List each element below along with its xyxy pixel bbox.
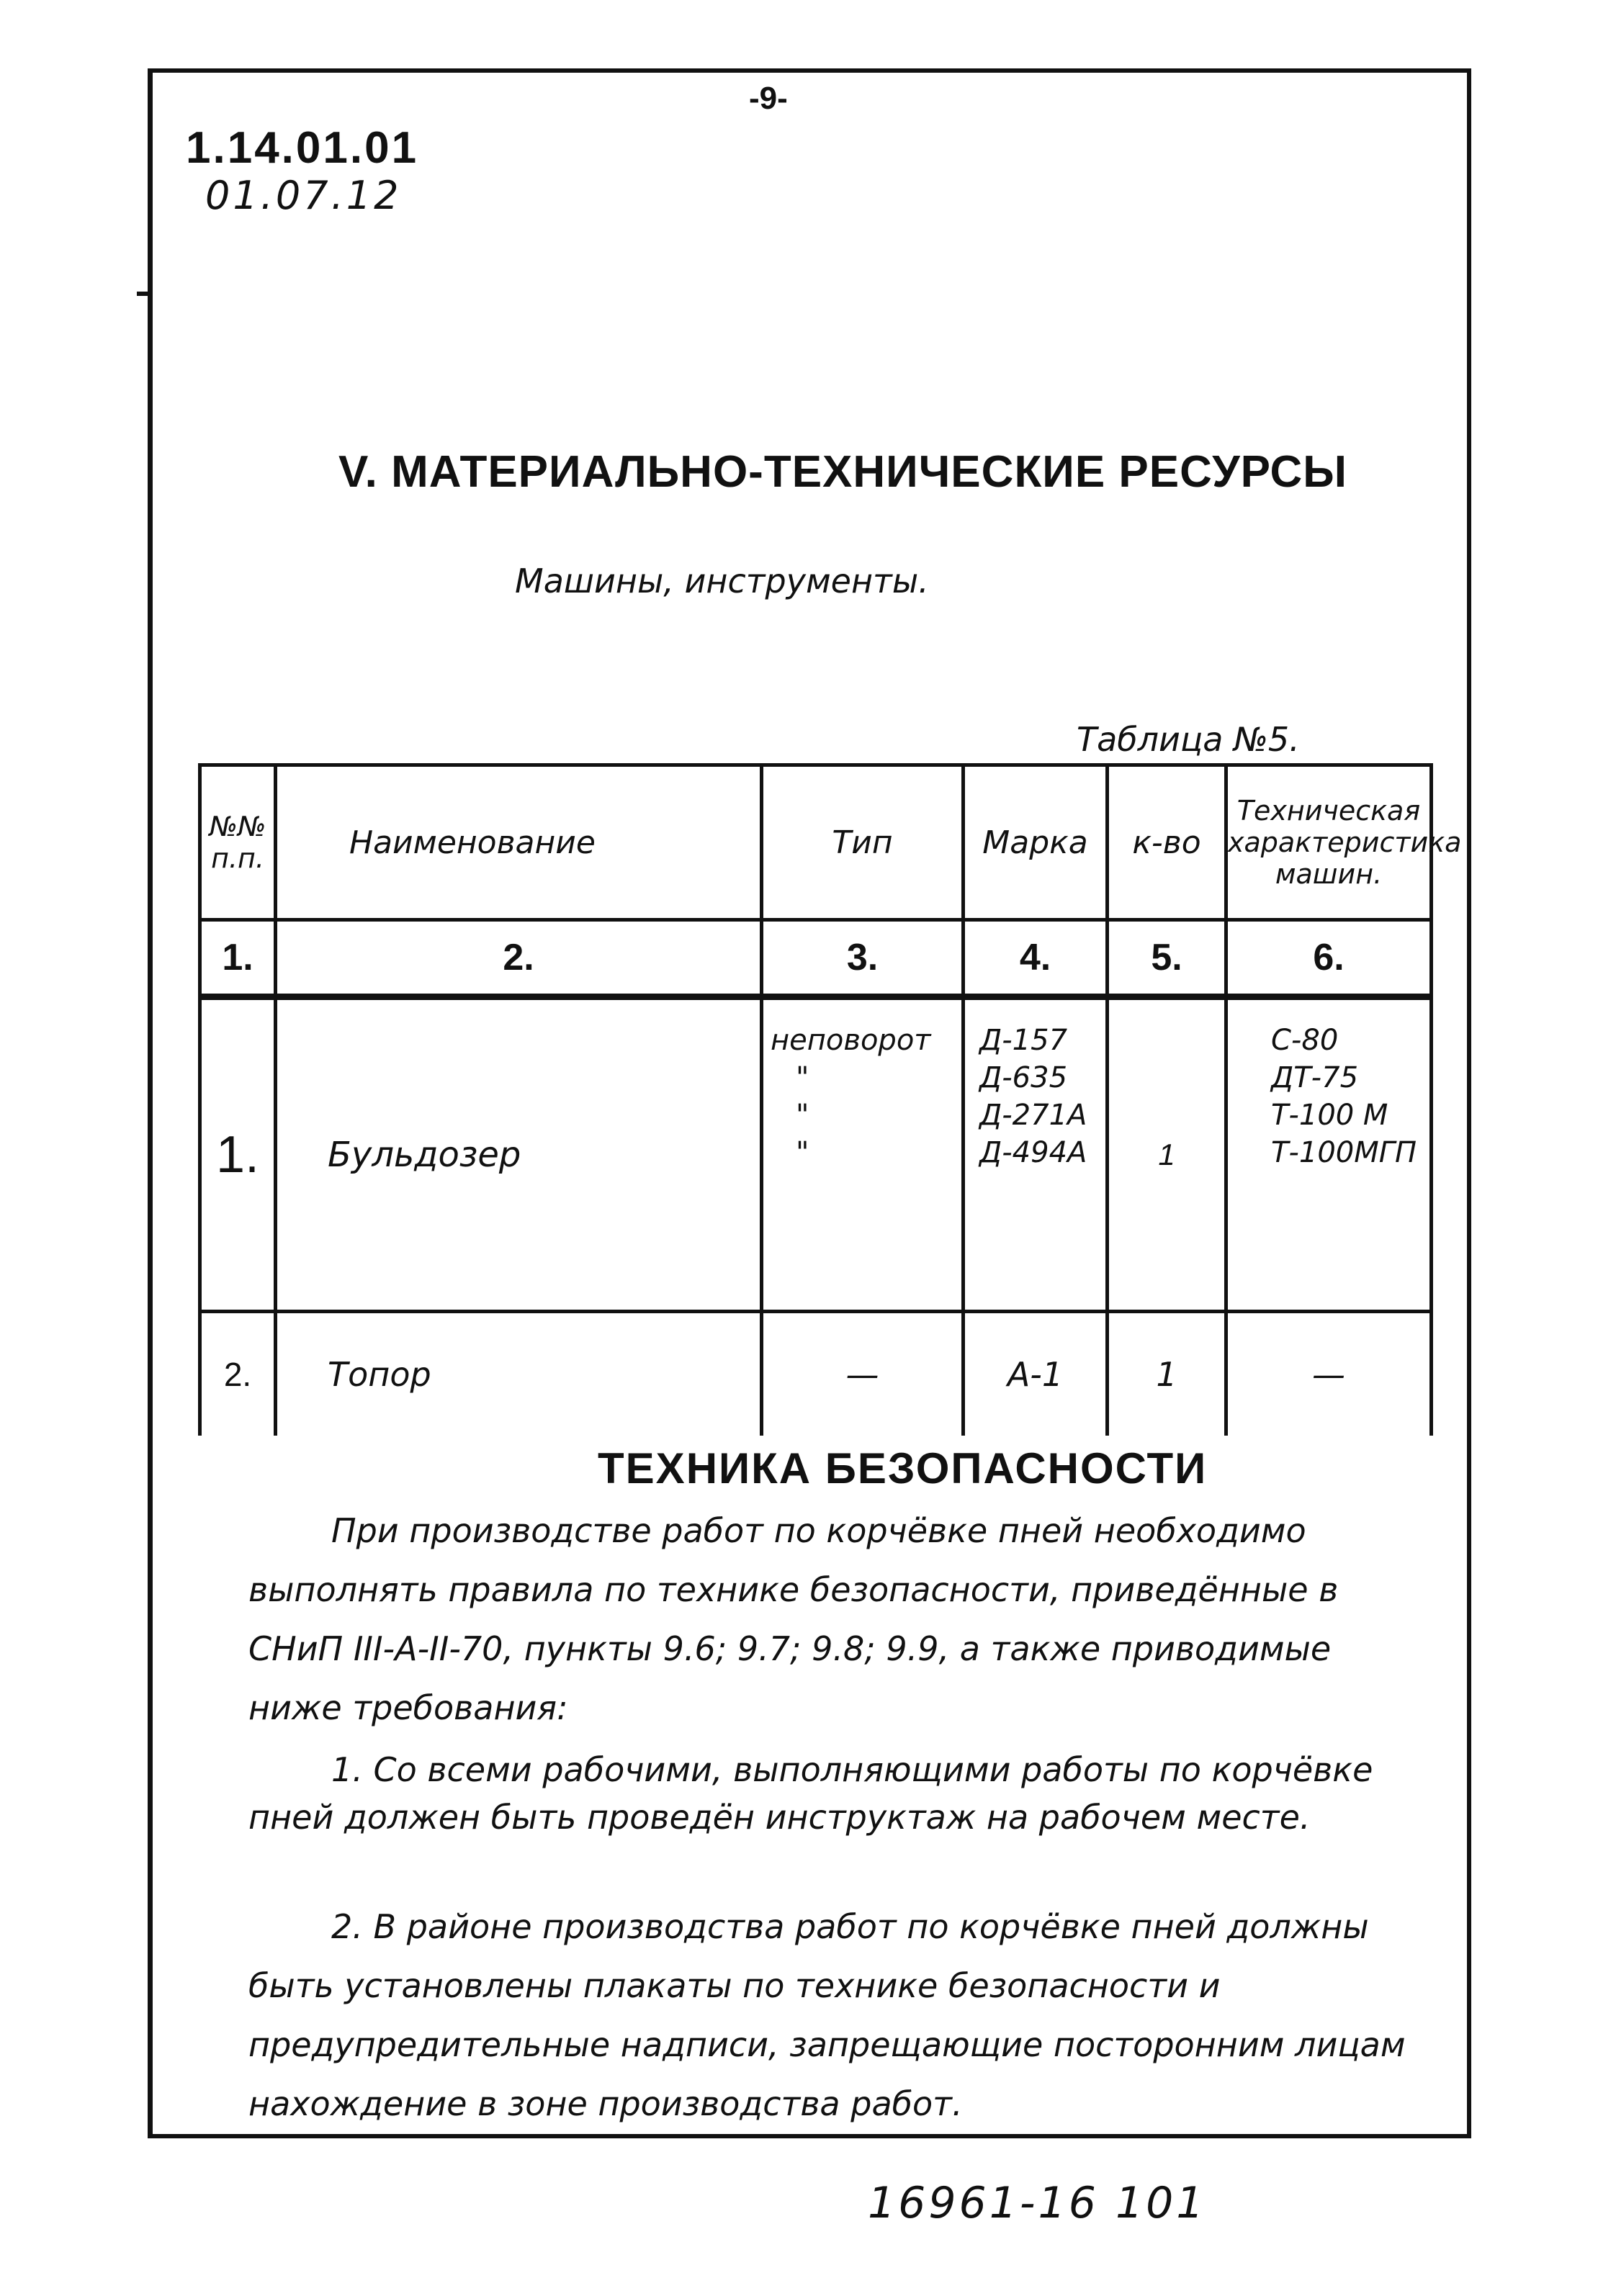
row-char: Т-100МГП (1271, 1136, 1417, 1169)
safety-intro: При производстве работ по корчёвке пней необходимо выполнять правила по технике безопасности, приведённые в СНиП III-А-II-70, пункты 9.6; 9.7; 9.8; 9.9, а также приводимые ниже требования: (248, 1511, 1339, 1727)
row-char-cell (1226, 997, 1432, 1312)
header-num: №№ п.п. (200, 765, 276, 920)
footer-code: 16961-16 101 (868, 2178, 1207, 2228)
column-number: 3. (762, 920, 964, 997)
section-subtitle: Машины, инструменты. (515, 562, 929, 600)
row-qty: 1 (1108, 1312, 1226, 1436)
row-char: С-80 (1271, 1024, 1339, 1057)
header-qty: к-во (1108, 765, 1226, 920)
row-char: ДТ-75 (1271, 1061, 1359, 1094)
row-type: неповорот (771, 1024, 931, 1057)
row-qty: 1 (1108, 997, 1226, 1312)
row-type-cell (762, 997, 964, 1312)
row-type: — (762, 1312, 964, 1436)
row-type: " (796, 1136, 809, 1169)
row-mark: Д-157 (979, 1024, 1068, 1057)
header-char: Техническая характеристика машин. (1226, 765, 1432, 920)
column-number-row (200, 920, 1432, 997)
row-mark: Д-494А (979, 1136, 1087, 1169)
column-number: 6. (1226, 920, 1432, 997)
row-char: Т-100 М (1271, 1099, 1388, 1132)
header-mark: Марка (964, 765, 1108, 920)
row-name: Бульдозер (276, 997, 762, 1312)
row-char: — (1226, 1312, 1432, 1436)
row-index: 2. (200, 1312, 276, 1436)
document-date: 01.07.12 (205, 173, 402, 218)
table-row (200, 997, 1432, 1312)
column-number: 2. (276, 920, 762, 997)
row-name: Топор (276, 1312, 762, 1436)
column-number: 4. (964, 920, 1108, 997)
row-type: " (796, 1099, 809, 1132)
header-name: Наименование (276, 765, 762, 920)
safety-title: ТЕХНИКА БЕЗОПАСНОСТИ (598, 1444, 1208, 1493)
header-type: Тип (762, 765, 964, 920)
page-number: -9- (749, 81, 788, 116)
table-header-row (200, 765, 1432, 920)
safety-item-1: 1. Со всеми рабочими, выполняющими работы по корчёвке пней должен быть проведён инструктаж на рабочем месте. (248, 1750, 1373, 1837)
resources-table (198, 763, 1462, 1436)
column-number: 1. (200, 920, 276, 997)
column-number: 5. (1108, 920, 1226, 997)
row-mark: Д-635 (979, 1061, 1068, 1094)
row-mark: Д-271А (979, 1099, 1087, 1132)
safety-item-2: 2. В районе производства работ по корчёвке пней должны быть установлены плакаты по технике безопасности и предупредительные надписи, запрещающие посторонним лицам нахождение в зоне производства работ. (248, 1907, 1406, 2123)
row-mark-cell (964, 997, 1108, 1312)
row-index: 1. (200, 997, 276, 1312)
margin-tick (137, 292, 153, 296)
table-caption: Таблица №5. (1077, 720, 1300, 759)
row-mark: А-1 (964, 1312, 1108, 1436)
table-row (200, 1312, 1432, 1436)
document-code: 1.14.01.01 (186, 123, 419, 173)
section-title: V. МАТЕРИАЛЬНО-ТЕХНИЧЕСКИЕ РЕСУРСЫ (338, 447, 1347, 497)
row-type: " (796, 1061, 809, 1094)
